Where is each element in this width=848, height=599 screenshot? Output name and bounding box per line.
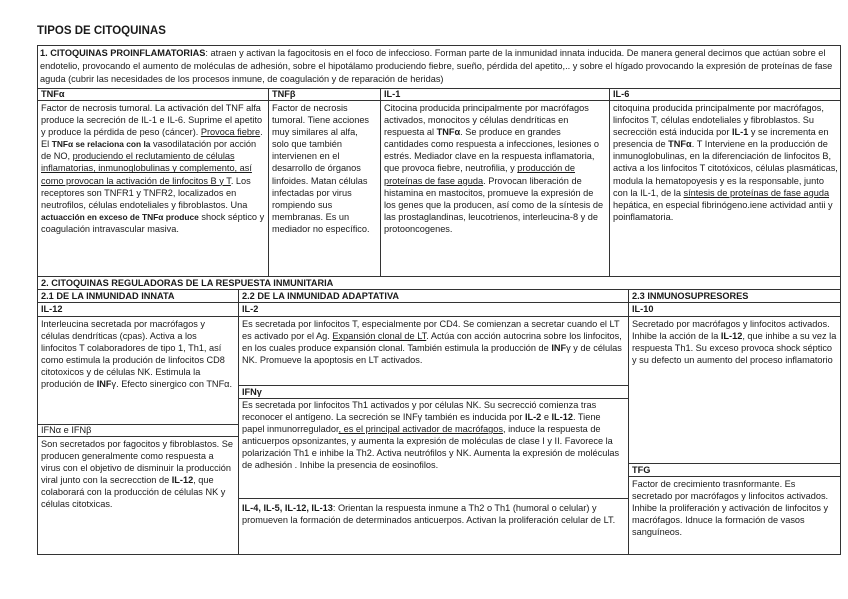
il12-text — [38, 318, 238, 391]
section1-heading: 1. CITOQUINAS PROINFLAMATORIAS — [40, 48, 206, 58]
text-run: shock séptico y coagulación intravascular masiva. — [41, 211, 265, 234]
il10-header: IL-10 — [632, 304, 654, 314]
il2-text — [239, 318, 628, 366]
text-run: Son secretados por fagocitos y fibroblastos. Se producen generalmente como respuesta a virus con el objetivo de disminuir la producción viral junto con la secrecction de — [41, 439, 234, 486]
text-run: IL-12 — [551, 412, 573, 423]
tnfb-text: Factor de necrosis tumoral. Tiene acciones muy similares al alfa, solo que también intervienen en el desarrollo de órganos linfoides. Matan células infectadas por virus rompiendo sus membranas. Es un mediador no específico. — [272, 103, 370, 234]
rule — [37, 289, 841, 290]
text-run: . Provocan liberación de histamina en mastocitos, promueve la expresión de los genes que la producen, así como de la síntesis de las prostaglandinas, leucotrienos, interleucina-8 y de protooncogenes. — [384, 175, 604, 234]
rule — [238, 498, 628, 499]
text-run: , que colaborará con la producción de células NK y células citotxicas. — [41, 475, 226, 510]
rule — [238, 385, 628, 386]
rule — [37, 302, 841, 303]
ifnab-header: IFNα e IFNβ — [41, 425, 92, 435]
text-run: , induce la respuesta de anticuerpos opsonizantes, y aumenta la expresión de moléculas de clase I y II. Favorece la polarización Th1 e inhibe la Th2. Activa neutrófilos y NK. Aumenta la expresión de moléculas de adhesión . Inhibe la presencia de eosinofilos. — [242, 424, 620, 471]
tnfb-header: TNFβ — [272, 89, 296, 99]
il4-il5-il12-il13-text — [239, 502, 628, 526]
text-run: IL-2 — [524, 412, 542, 423]
text-run: Secretado por macrófagos y linfocitos activados. Inhibe la acción de la — [632, 319, 830, 342]
text-run: Es secretada por linfocitos Th1 activados y por células NK. Su secrecció comienza tras reconocer el antígeno. La secreción se INFγ también es inducida por — [242, 400, 597, 423]
ifng-text — [239, 399, 628, 472]
rule — [37, 316, 841, 317]
text-run: actuacción en exceso de TNFα produce — [41, 211, 199, 222]
tfg-header: TFG — [632, 465, 651, 475]
text-run: síntesis de proteínas de fase aguda — [683, 187, 830, 198]
rule — [37, 276, 841, 277]
text-run: INF — [551, 343, 567, 354]
rule — [37, 88, 841, 89]
il1-header: IL-1 — [384, 89, 401, 99]
sub3-heading: 2.3 INMUNOSUPRESORES — [632, 291, 749, 301]
rule — [628, 476, 841, 477]
text-run: . T Interviene en la producción de inmunoglobulinas, en la diferenciación de linfocitos B, activa a los linfocitos T citotóxicos, células plasmáticas, modula la hematopoyesis y es la responsable, junto con la IL-1, de la — [613, 139, 838, 198]
text-run: : Orientan la respuesta inmune a Th2 o Th1 (humoral o celular) y promueven la formación de determinados anticuerpos. Activan la proliferación celular de LT. — [242, 503, 616, 526]
text-run: produciendo el reclutamiento de células inflamatorias, inmunoglobulinas y complemento, así como provocan la activación de linfocitos B y T — [41, 151, 252, 186]
text-run: IL-1 — [732, 127, 749, 138]
sub1-heading: 2.1 DE LA INMUNIDAD INNATA — [41, 291, 175, 301]
section1-intro-text: : atraen y activan la fagocitosis en el foco de infeccioso. Forman parte de la inmunidad innata inducida. De manera general decimos que actúan sobre el endotelio, provocando el aumento de moléculas de adhesión, sobre el hipotálamo produciendo fiebre, sueño, pérdida del apetito,.. y sobre el hígado provocando la expresión de proteínas de fase aguda (cubrir las necesidades de los procesos inmune, de coagulación y de reparación de heridas) — [40, 48, 833, 84]
text-run: y se incrementa en presencia de — [613, 127, 829, 150]
il6-text — [610, 102, 841, 223]
text-run: citoquina producida principalmente por macrófagos, linfocitos T, células endoteliales y fibroblastos. Su secrecciön está inducida por — [613, 103, 824, 138]
text-run: Interleucina secretada por macrófagos y células dendríticas (cpas). Activa a los linfocitos T colaboradores de tipo 1, Th1, así como estimula la produción de linfocitos CD8 citotoxicos y de células NK. Estimula la produción de — [41, 319, 225, 390]
tnfa-text — [38, 102, 268, 235]
text-run: . Actúa con acción autocrina sobre los linfocitos, en los cuales produce expansión clonal. También estimula la producción de — [242, 331, 622, 354]
rule — [37, 100, 841, 101]
rule — [628, 463, 841, 464]
page-title: TIPOS DE CITOQUINAS — [37, 25, 166, 37]
text-run: TNFα se relaciona con la — [51, 139, 151, 150]
sub2-heading: 2.2 DE LA INMUNIDAD ADAPTATIVA — [242, 291, 400, 301]
text-run: hepática, en especial fibrinógeno.iene actividad antii y poinflamatoria. — [613, 199, 833, 222]
text-run: γ. Efecto sinergico con TNFα. — [111, 379, 233, 390]
text-run: . El — [41, 127, 263, 150]
text-run: producción de proteínas de fase aguda — [384, 163, 576, 186]
il1-text — [381, 102, 609, 235]
text-run: Expansión clonal de LT — [332, 331, 427, 342]
il10-text — [629, 318, 841, 366]
section2-heading: 2. CITOQUINAS REGULADORAS DE LA RESPUESTA INMUNITARIA — [41, 278, 334, 288]
text-run: , que inhibe a su vez la respuesta Th1. Su exceso provoca shock séptico y su defecto un aumento del proceso inflamatorio — [632, 331, 837, 366]
text-run: . Se produce en grandes cantidades como respuesta a infecciones, lesiones o estrés. Mediador clave en la respuesta inflamatoria, que provoca fiebre, neutrofilia, y — [384, 127, 600, 174]
text-run: INF — [96, 379, 112, 390]
text-run: vasodilatación por acción de NO, — [41, 139, 257, 162]
text-run: IL-12 — [171, 475, 194, 486]
text-run: Citocina producida principalmente por macrófagos activados, monocitos y células dendríticas en respuesta al — [384, 103, 589, 138]
il2-header: IL-2 — [242, 304, 259, 314]
tnfa-header: TNFα — [41, 89, 65, 99]
text-run: IL-12 — [720, 331, 743, 342]
text-run: γ y de células NK. Promueve la apoptosis en LT activados. — [242, 343, 622, 366]
text-run: , es el principal activador de macrófagos — [338, 424, 503, 435]
text-run: TNFα — [668, 139, 692, 150]
il12-header: IL-12 — [41, 304, 63, 314]
text-run: . Los receptores son TNFR1 y TNFR2, localizados en neutrofilos, células endoteliales y fibroblastos. Una — [41, 175, 251, 210]
rule — [37, 436, 238, 437]
text-run: TNFα — [436, 127, 461, 138]
tfg-text: Factor de crecimiento trasnformante. Es secretado por macrófagos y linfocitos activados. Inhibe la proliferación y activación de linfocitos y macrófagos. Idnuce la formación de vasos sanguíneos. — [632, 479, 829, 538]
text-run: Es secretada por linfocitos T, especialmente por CD4. Se comienzan a secretar cuando el LT es activado por el Ag. — [242, 319, 620, 342]
text-run: Factor de necrosis tumoral. La activación del TNF alfa produce la secreción de IL-1 e IL-6. Suprime el apetito y produce la pérdida de peso (cáncer). — [41, 103, 263, 138]
ifng-header: IFNγ — [242, 387, 262, 397]
ifnab-text — [38, 438, 238, 511]
text-run: e — [541, 412, 552, 423]
text-run: IL-4, IL-5, IL-12, IL-13 — [242, 503, 333, 513]
text-run: Provoca fiebre — [200, 127, 261, 138]
il6-header: IL-6 — [613, 89, 630, 99]
section1-intro — [37, 47, 841, 85]
text-run: . Tiene papel inmunorregulador — [242, 412, 601, 435]
